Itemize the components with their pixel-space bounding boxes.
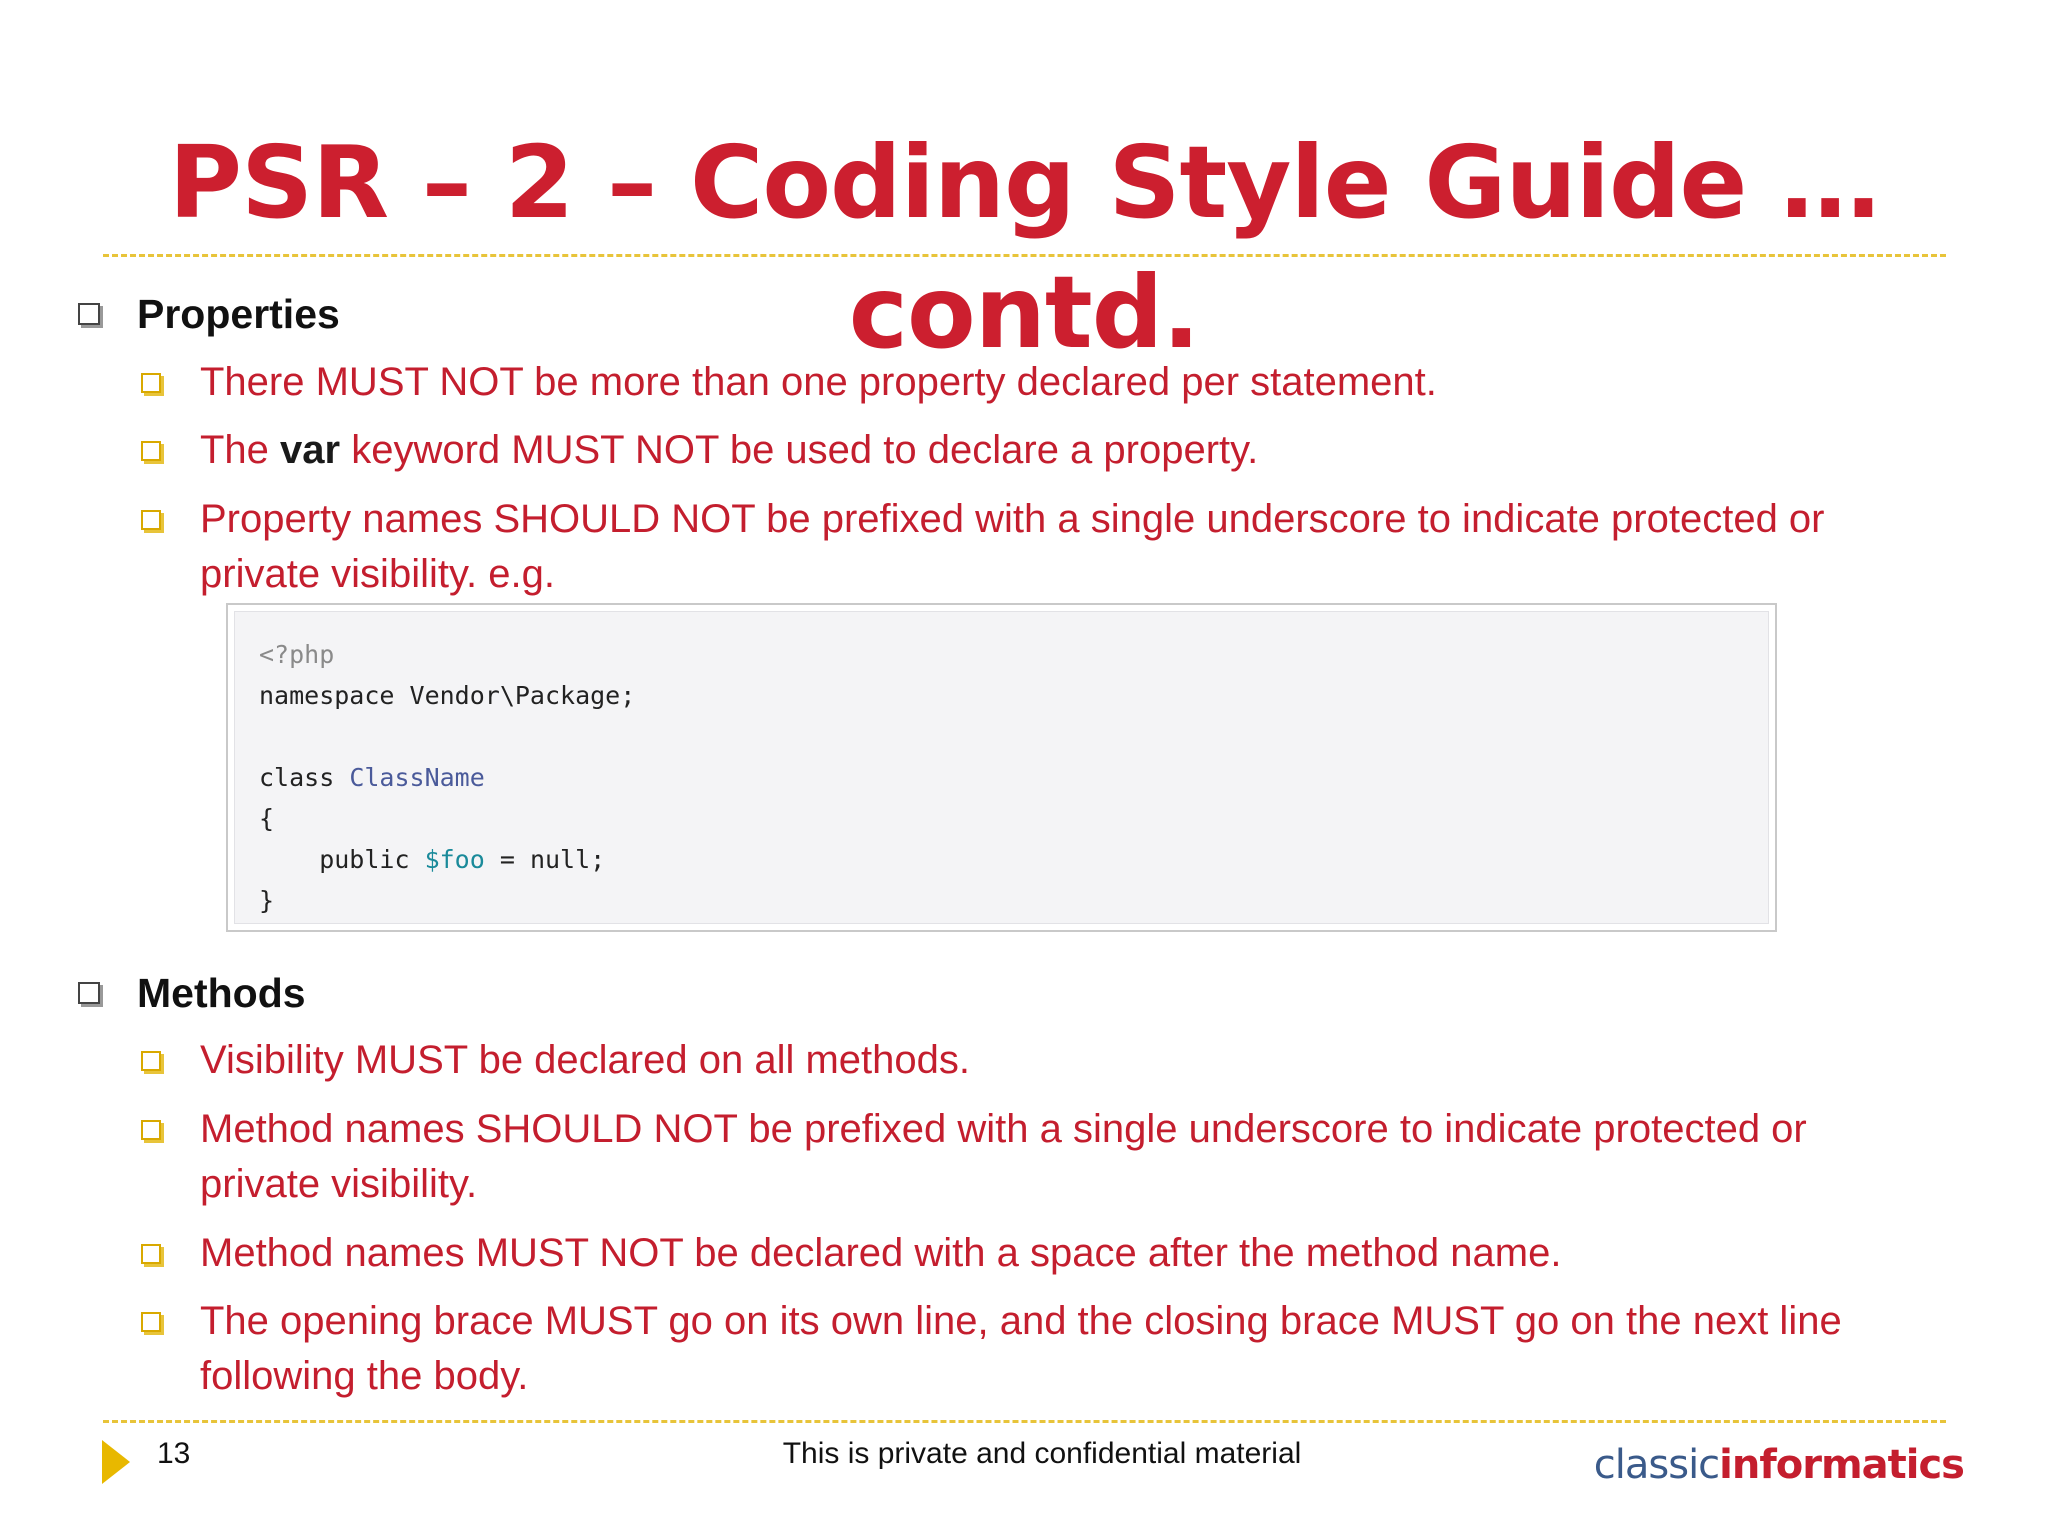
slide-title: PSR – 2 – Coding Style Guide …contd. bbox=[168, 124, 1880, 371]
code-sample bbox=[226, 603, 1777, 932]
list-item bbox=[141, 1226, 1861, 1281]
list-item bbox=[141, 492, 1861, 602]
bullet-text: Method names MUST NOT be declared with a space after the method name. bbox=[200, 1231, 1562, 1275]
bullet-text: Method names SHOULD NOT be prefixed with a single underscore to indicate protected or private visibility. bbox=[200, 1107, 1807, 1206]
list-item bbox=[141, 1102, 1861, 1212]
gold-square-icon bbox=[141, 1244, 161, 1264]
section-label: Methods bbox=[137, 969, 306, 1016]
list-item bbox=[141, 1294, 1861, 1404]
code-line: namespace Vendor\Package; bbox=[259, 681, 636, 710]
code-line: } bbox=[259, 886, 275, 915]
keyword-var: var bbox=[280, 428, 341, 472]
gold-square-icon bbox=[141, 1051, 161, 1071]
code-line: class ClassName bbox=[259, 763, 485, 792]
bullet-text: Property names SHOULD NOT be prefixed with a single underscore to indicate protected or private visibility. e.g. bbox=[200, 497, 1825, 596]
code-line bbox=[259, 716, 1768, 757]
gold-square-icon bbox=[141, 1312, 161, 1332]
hollow-square-icon bbox=[78, 982, 100, 1004]
bullet-text: There MUST NOT be more than one property declared per statement. bbox=[200, 360, 1437, 404]
bullet-text: The opening brace MUST go on its own line, and the closing brace MUST go on the next line following the body. bbox=[200, 1299, 1842, 1398]
page-number: 13 bbox=[157, 1437, 191, 1470]
section-label: Properties bbox=[137, 290, 340, 337]
section-methods-heading bbox=[78, 963, 306, 1023]
gold-square-icon bbox=[141, 373, 161, 393]
code-line: { bbox=[259, 804, 275, 833]
list-item bbox=[141, 423, 1861, 478]
bottom-divider bbox=[103, 1420, 1946, 1423]
list-item bbox=[141, 355, 1861, 410]
code-line: <?php bbox=[259, 640, 335, 669]
bullet-text: The var keyword MUST NOT be used to declare a property. bbox=[200, 428, 1259, 472]
gold-square-icon bbox=[141, 510, 161, 530]
gold-square-icon bbox=[141, 441, 161, 461]
footer-text: This is private and confidential material bbox=[782, 1437, 1302, 1470]
gold-square-icon bbox=[141, 1120, 161, 1140]
section-properties-heading bbox=[78, 284, 340, 344]
bullet-text: Visibility MUST be declared on all methods. bbox=[200, 1038, 970, 1082]
code-line: public $foo = null; bbox=[259, 845, 606, 874]
hollow-square-icon bbox=[78, 303, 100, 325]
company-logo: classicinformatics bbox=[1593, 1442, 1964, 1488]
code-block bbox=[234, 611, 1769, 924]
list-item bbox=[141, 1033, 1861, 1088]
top-divider bbox=[103, 254, 1946, 257]
